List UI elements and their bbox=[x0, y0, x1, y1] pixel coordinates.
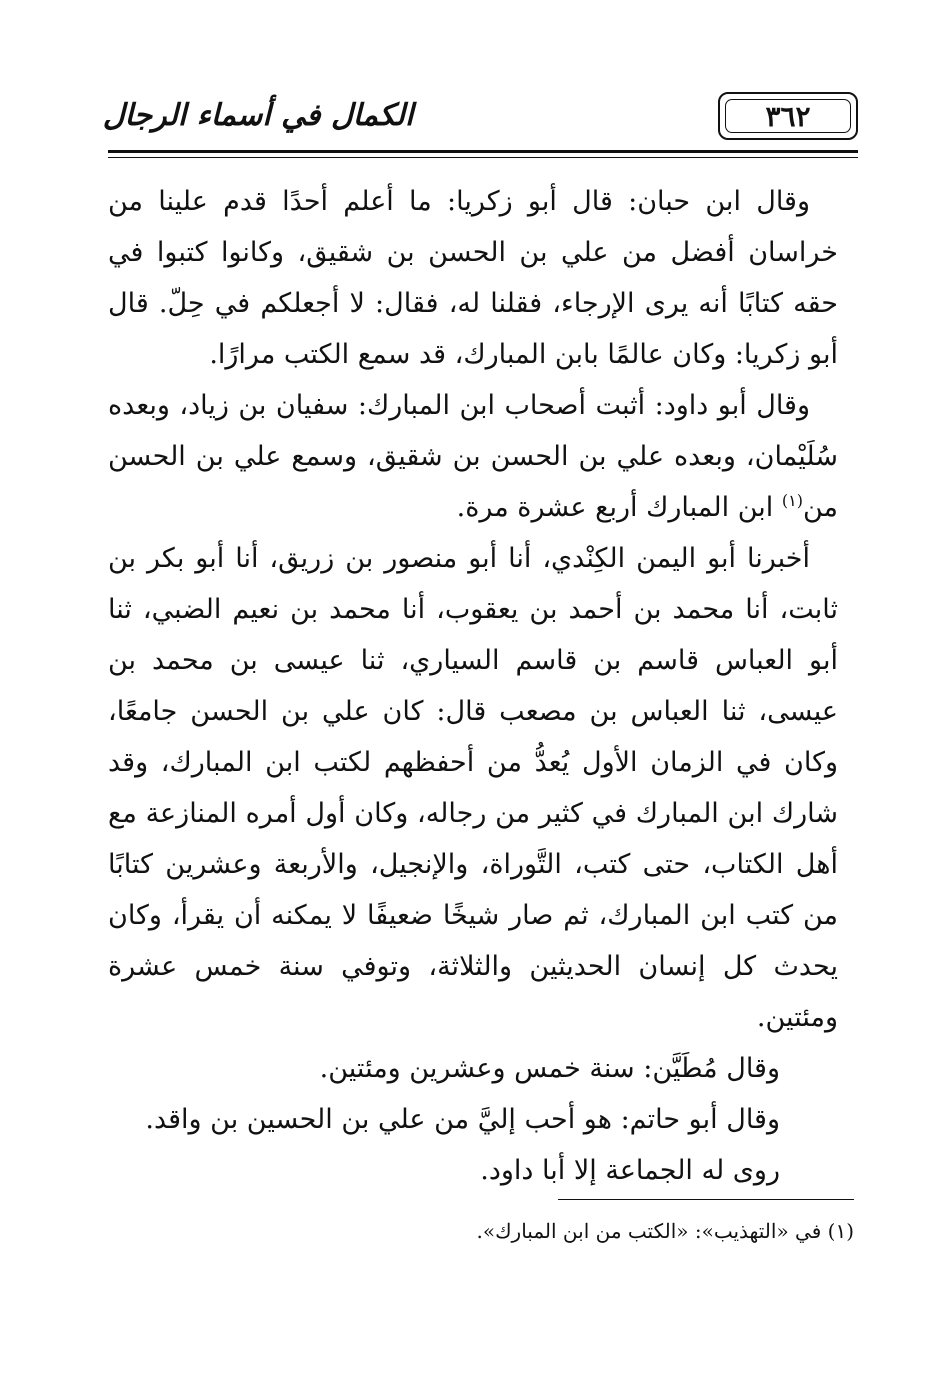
paragraph-abu-hatim: وقال أبو حاتم: هو أحب إليَّ من علي بن الحسين بن واقد. bbox=[145, 1104, 780, 1135]
text-line: أخبرنا أبو اليمن الكِنْدي، أنا أبو منصور بن زريق، أنا أبو بكر بن bbox=[108, 543, 810, 574]
page-number-text: ٣٦٢ bbox=[765, 99, 811, 133]
page-header bbox=[102, 88, 858, 153]
text-line: العباس بن مصعب قال: كان علي بن الحسن جامعًا، وكان في الزمان bbox=[108, 696, 839, 778]
text-line: الإرجاء، فقلنا له، فقال: لا أجعلكم في حِلّ. قال أبو زكريا: وكان عالمًا bbox=[108, 288, 838, 370]
text-line: التَّوراة، والإنجيل، والأربعة وعشرين كتابًا من كتب ابن المبارك، ثم صار bbox=[108, 849, 838, 931]
text-line: بابن المبارك، قد سمع الكتب مرارًا. bbox=[209, 339, 599, 370]
text-line: الأول يُعدُّ من أحفظهم لكتب ابن المبارك، وقد شارك ابن المبارك في bbox=[108, 747, 839, 829]
text-line: وقال ابن حبان: قال أبو زكريا: ما أعلم أحدًا قدم علينا من خراسان bbox=[108, 186, 838, 268]
text-line: ثابت، أنا محمد بن أحمد بن يعقوب، أنا محمد بن نعيم الضبي، ثنا bbox=[108, 594, 838, 625]
text-line: وتوفي سنة خمس عشرة ومئتين. bbox=[108, 951, 838, 1033]
paragraph-2 bbox=[108, 380, 838, 533]
footnote-reference[interactable]: (١) bbox=[781, 491, 803, 510]
paragraph-narrators: روى له الجماعة إلا أبا داود. bbox=[480, 1155, 780, 1186]
footnote: (١) في «التهذيب»: «الكتب من ابن المبارك». bbox=[476, 1219, 854, 1243]
paragraph-1 bbox=[108, 176, 838, 380]
book-title: الكمال في أسماء الرجال bbox=[102, 97, 414, 133]
text-line: وقال أبو داود: أثبت أصحاب ابن المبارك: سفيان بن زياد، وبعده bbox=[108, 390, 810, 421]
text-line: ابن المبارك أربع عشرة مرة. bbox=[456, 492, 774, 523]
footnote-divider bbox=[558, 1199, 854, 1200]
text-line: سُلَيْمان، وبعده علي بن الحسن بن شقيق، وسمع علي بن الحسن من bbox=[108, 441, 838, 523]
paragraph-mutayyan: وقال مُطَيَّن: سنة خمس وعشرين ومئتين. bbox=[319, 1053, 780, 1084]
text-line: أبو العباس قاسم بن قاسم السياري، ثنا عيسى بن محمد بن عيسى، ثنا bbox=[108, 645, 838, 727]
paragraph-3 bbox=[108, 533, 838, 1043]
text-line: كثير من رجاله، وكان أول أمره المنازعة مع أهل الكتاب، حتى كتب، bbox=[108, 798, 838, 880]
text-line: شيخًا ضعيفًا لا يمكنه أن يقرأ، وكان يحدث كل إنسان الحديثين والثلاثة، bbox=[108, 900, 838, 982]
text-line: أفضل من علي بن الحسن بن شقيق، وكانوا كتبوا في حقه كتابًا أنه يرى bbox=[108, 237, 838, 319]
main-text bbox=[108, 176, 838, 1196]
page-number bbox=[718, 92, 858, 140]
